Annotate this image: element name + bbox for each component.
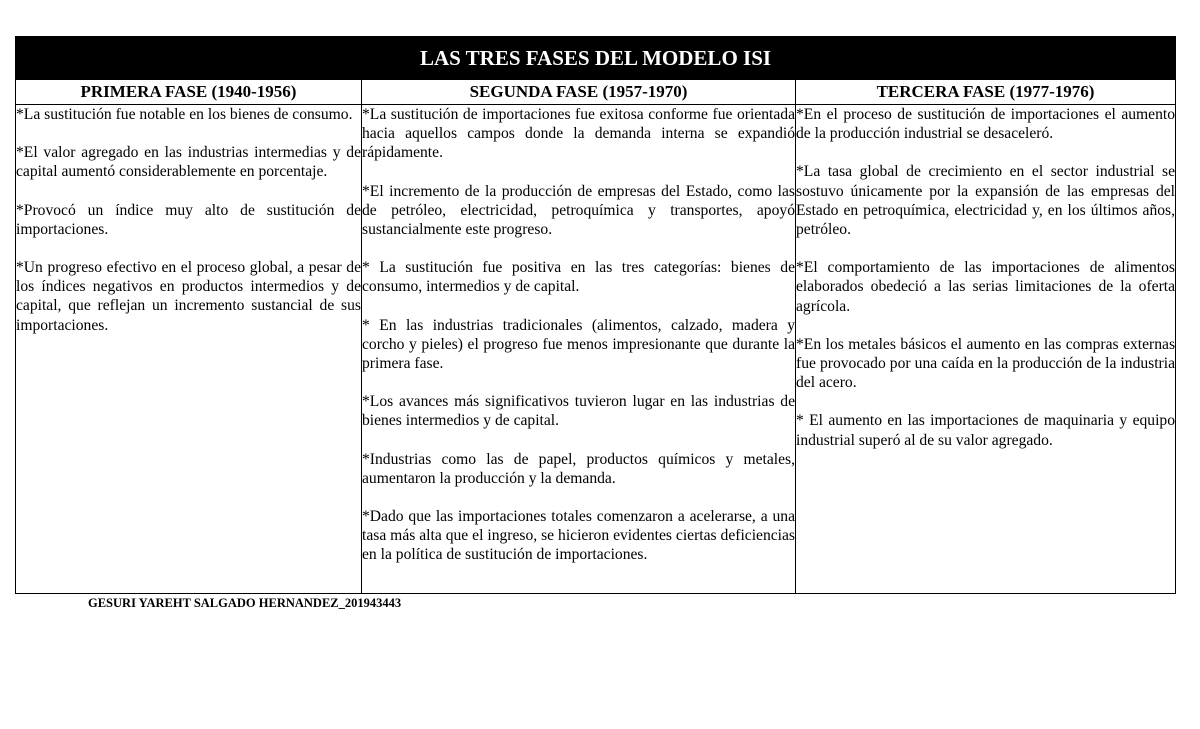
paragraph: *La sustitución de importaciones fue exitosa conforme fue orientada hacia aquellos campos donde la demanda interna se expandió rápidamente. <box>362 106 795 162</box>
paragraph: * La sustitución fue positiva en las tres categorías: bienes de consumo, intermedios y de capital. <box>362 259 795 296</box>
column-body-segunda <box>362 105 796 594</box>
column-body-primera <box>16 105 362 594</box>
paragraph: *La tasa global de crecimiento en el sector industrial se sostuvo únicamente por la expansión de las empresas del Estado en petroquímica, electricidad y, en los últimos años, petróleo. <box>796 163 1176 239</box>
paragraph: *El incremento de la producción de empresas del Estado, como las de petróleo, electricidad, petroquímica y transportes, apoyó sustancialmente este progreso. <box>362 182 795 239</box>
title-row <box>16 37 1176 80</box>
column-body-tercera <box>796 105 1176 594</box>
paragraph: * En las industrias tradicionales (alimentos, calzado, madera y corcho y pieles) el progreso fue menos impresionante que durante la primera fase. <box>362 316 795 373</box>
paragraph: *En el proceso de sustitución de importaciones el aumento de la producción industrial se desaceleró. <box>796 106 1176 143</box>
paragraph: *Dado que las importaciones totales comenzaron a acelerarse, a una tasa más alta que el ingreso, se hicieron evidentes ciertas deficiencias en la política de sustitución de importaciones. <box>362 508 795 564</box>
phases-table <box>15 36 1176 594</box>
table-title: LAS TRES FASES DEL MODELO ISI <box>16 37 1176 80</box>
author-footer: GESURI YAREHT SALGADO HERNANDEZ_201943443 <box>88 596 402 610</box>
column-header-tercera: TERCERA FASE (1977-1976) <box>796 80 1176 105</box>
paragraph: *El valor agregado en las industrias intermedias y de capital aumentó considerablemente en porcentaje. <box>16 144 361 181</box>
paragraph: *En los metales básicos el aumento en las compras externas fue provocado por una caída en la producción de la industria del acero. <box>796 335 1176 392</box>
header-row <box>16 80 1176 105</box>
paragraph: *Industrias como las de papel, productos químicos y metales, aumentaron la producción y la demanda. <box>362 450 795 487</box>
paragraph: *El comportamiento de las importaciones de alimentos elaborados obedeció a las serias limitaciones de la oferta agrícola. <box>796 259 1176 315</box>
paragraph: *Provocó un índice muy alto de sustitución de importaciones. <box>16 201 361 238</box>
paragraph: *Los avances más significativos tuvieron lugar en las industrias de bienes intermedios y de capital. <box>362 393 795 430</box>
paragraph: *Un progreso efectivo en el proceso global, a pesar de los índices negativos en productos intermedios y de capital, que reflejan un incremento sustancial de sus importaciones. <box>16 259 361 334</box>
paragraph: * El aumento en las importaciones de maquinaria y equipo industrial superó al de su valor agregado. <box>796 412 1176 449</box>
column-header-primera: PRIMERA FASE (1940-1956) <box>16 80 362 105</box>
column-header-segunda: SEGUNDA FASE (1957-1970) <box>362 80 796 105</box>
content-row <box>16 105 1176 594</box>
paragraph: *La sustitución fue notable en los bienes de consumo. <box>16 106 353 123</box>
